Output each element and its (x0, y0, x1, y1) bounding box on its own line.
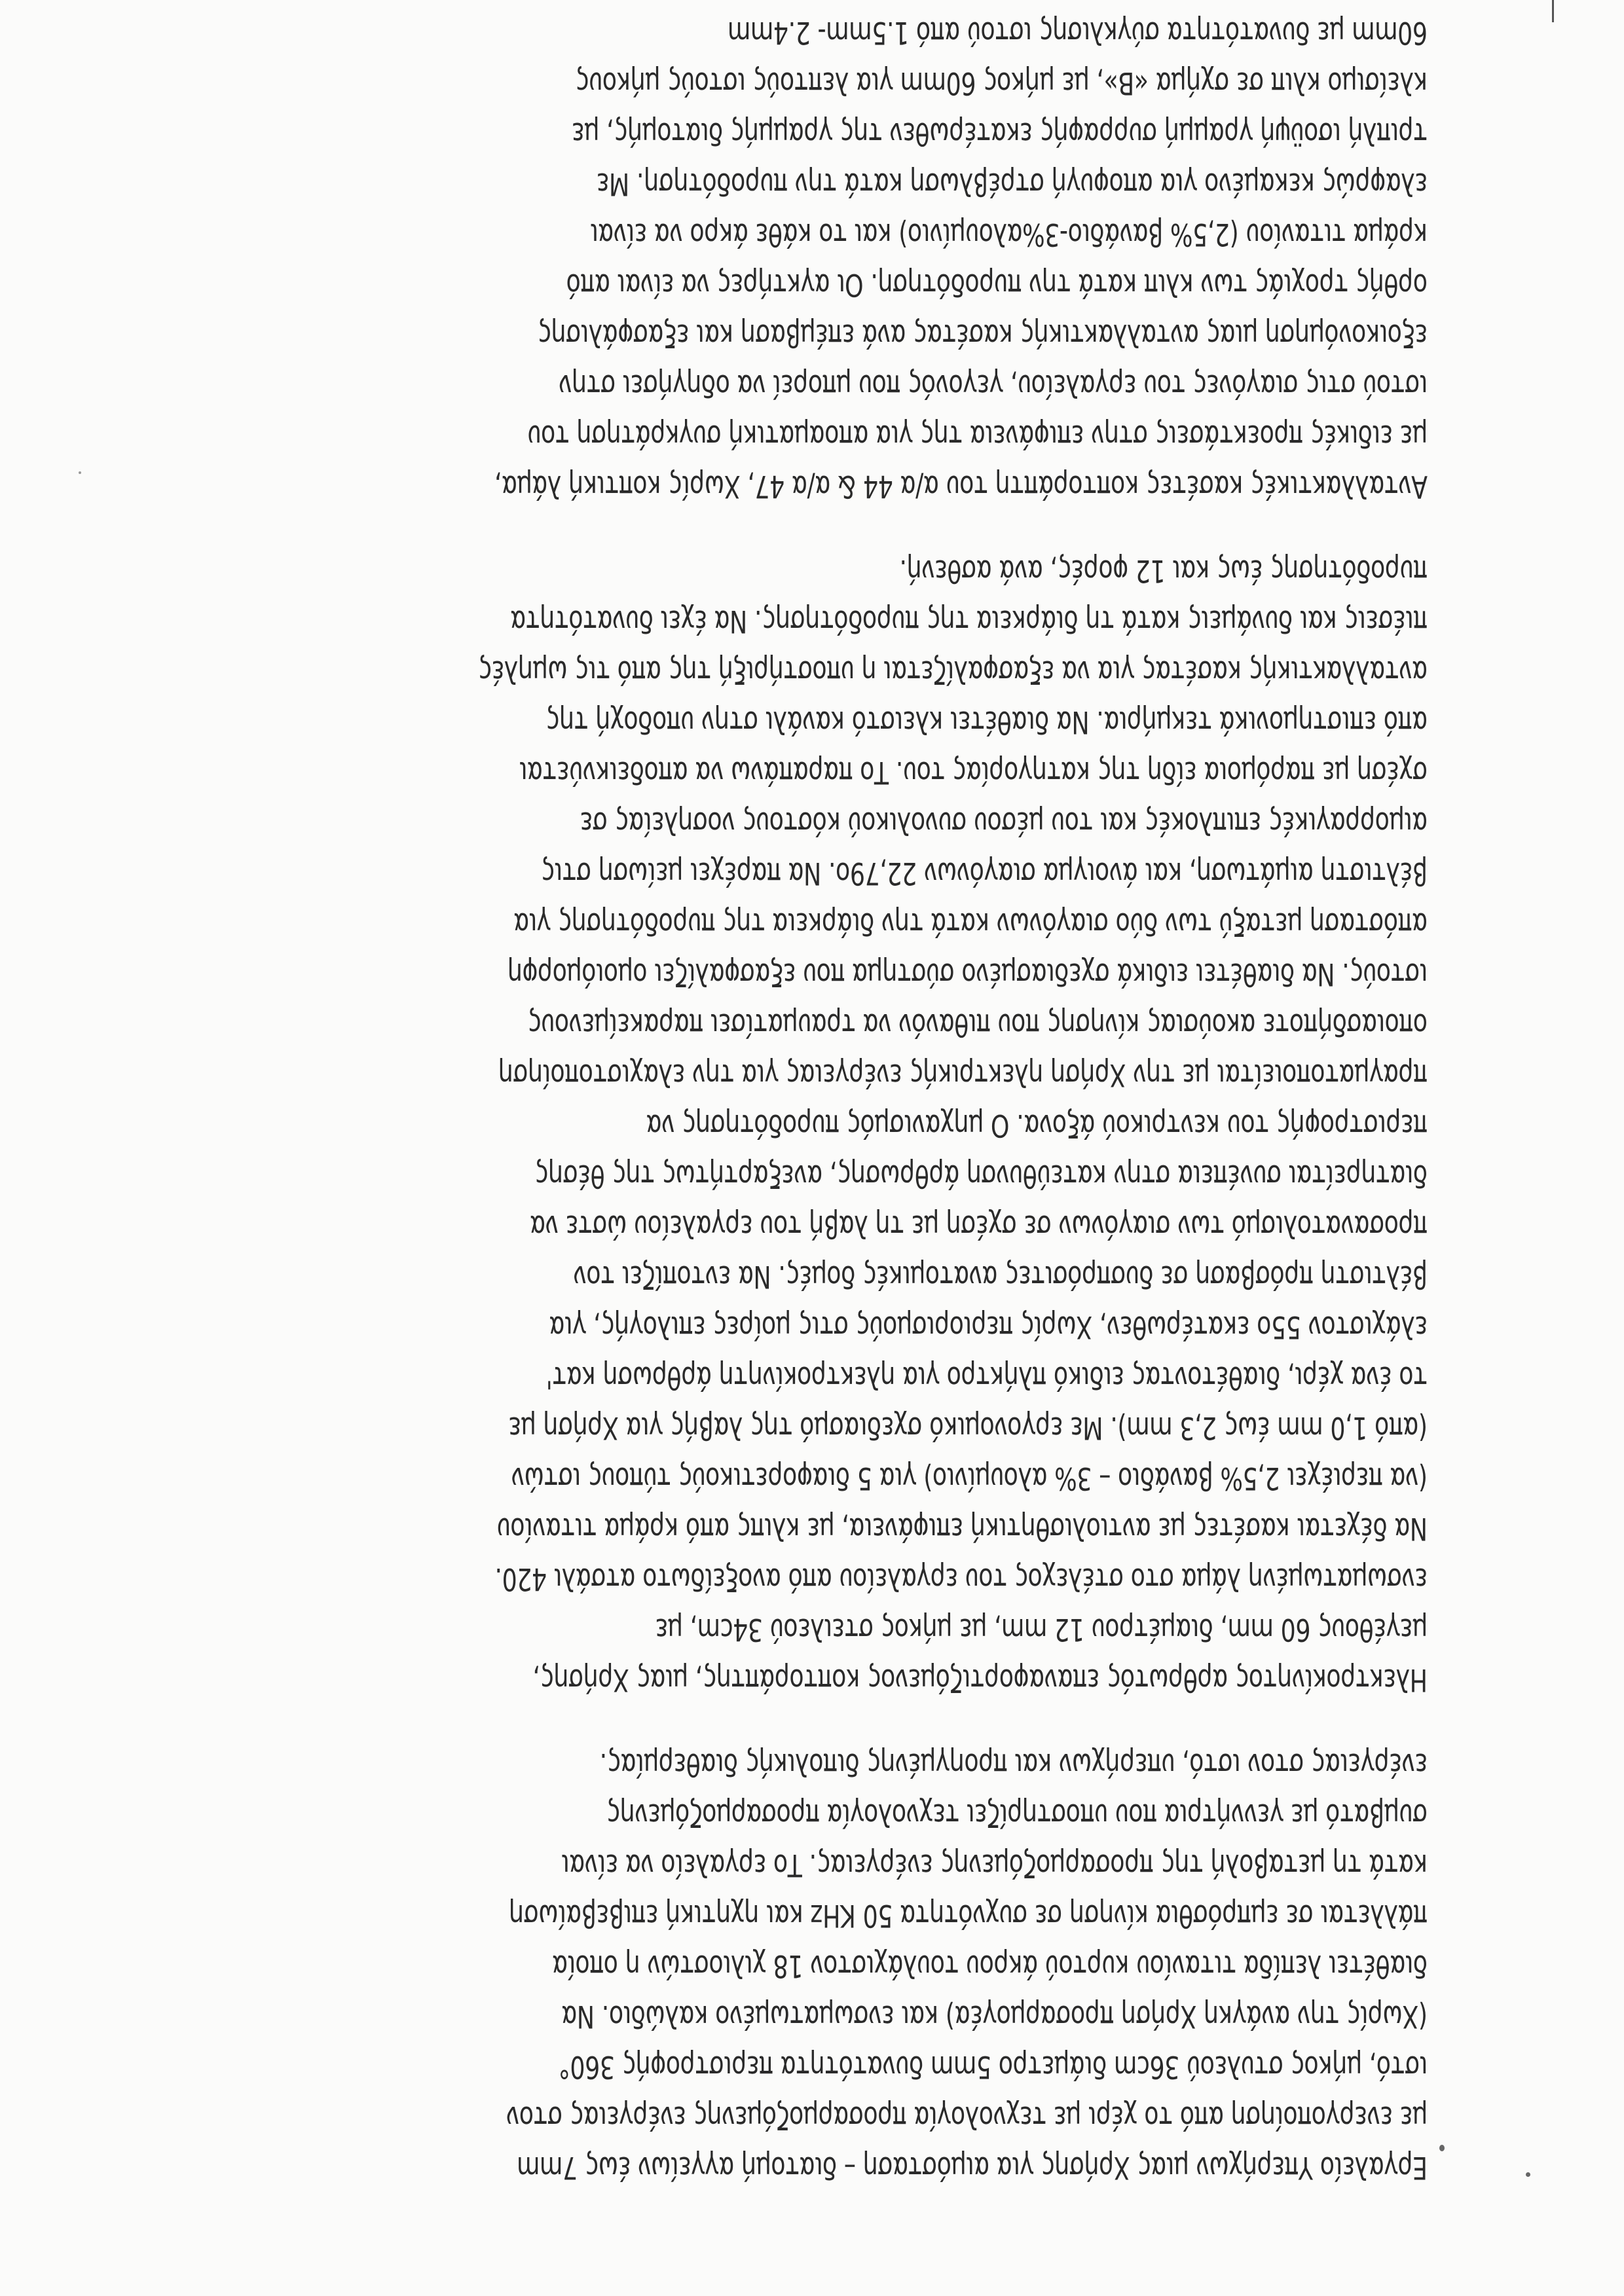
text-line: ανταλλακτικής κασέτας για να εξασφαλίζεται η υποστήριξή της από τις ωμηλές (478, 653, 1428, 689)
text-line: βέλτιστη πρόσβαση σε δυσπρόσιτες ανατομικές δομές. Να εντοπίζει τον (573, 1258, 1428, 1294)
text-line: προσανατολισμό των σιαγόνων σε σχέση με τη λαβή του εργαλείου ώστε να (530, 1208, 1428, 1244)
text-line: αιμορραγικές επιπλοκές και του μέσου συνολικού κόστους νοσηλείας σε (580, 805, 1428, 841)
scan-speck (1526, 2172, 1530, 2177)
text-line: σχέση με παρόμοια είδη της κατηγορίας του. Το παραπάνω να αποδεικνύεται (519, 754, 1428, 790)
text-line: απόσταση μεταξύ των δύο σιαγόνων κατά την διάρκεια της πυροδότησης για (513, 905, 1428, 941)
text-line: τριπλή ισοϋψή γραμμή συρραφής εκατέρωθεν της γραμμής διατομής, με (572, 115, 1428, 151)
text-line: ελαφρώς κεκαμένο για αποφυγή στρέβλωση κατά την πυροδότηση. Με (597, 166, 1428, 202)
text-line: ιστό, μήκος στυλεού 36cm διάμετρο 5mm δυνατότητα περιστροφής 360° (559, 2049, 1428, 2085)
text-line: συμβατό με γεννήτρια που υποστηρίζει τεχνολογία προσαρμοζόμενης (606, 1796, 1428, 1832)
text-line: διαθέτει λεπίδα τιτανίου κυρτού άκρου τουλάχιστον 18 χιλιοστών η οποία (552, 1948, 1428, 1984)
text-line: ορθής τροχιάς των κλιπ κατά την πυροδότηση. Οι αγκτήρες να είναι από (566, 266, 1428, 302)
text-line: με ειδικές προεκτάσεις στην επιφάνεια της για αποαματική συγκράτηση του (527, 418, 1428, 454)
text-line: διατηρείται συνέπεια στην κατεύθυνση άρθρωσης, ανεξαρτήτως της θέσης (534, 1157, 1428, 1194)
scan-speck (79, 471, 81, 474)
text-line: μεγέθους 60 mm, διαμέτρου 12 mm, με μήκος στειλεού 34cm, με (655, 1611, 1428, 1647)
text-line: ελάχιστον 55ο εκατέρωθεν, Χωρίς περιορισμούς στις μοίρες επιλογής, για (549, 1309, 1428, 1345)
paragraph-replacement-cartridges (216, 7, 1428, 511)
text-line: ενσωματωμένη λάμα στο στέλεχος του εργαλείου από ανοξείδωτο ατσάλι 420. (494, 1561, 1428, 1597)
text-line: Να δέχεται κασέτες με αντιολισθητική επιφάνεια, με κλιπς από κράμα τιτανίου (497, 1510, 1428, 1546)
text-line: ιστού στις σιαγόνες του εργαλείου, γεγονός που μπορεί να οδηγήσει στην (559, 367, 1428, 403)
text-line: Εργαλείο Υπερήχων μιας Χρήσης για αιμόσταση – διατομή αγγείων έως 7mm (517, 2149, 1428, 2185)
paragraph-ultrasonic-instrument (216, 1739, 1428, 2193)
text-line: πιέσεις και δυνάμεις κατά τη διάρκεια της πυροδότησης. Να έχει δυνατότητα (510, 603, 1428, 639)
text-line: εξοικονόμηση μιας ανταλλακτικής κασέτας ανά επέμβαση και εξασφάλισης (537, 317, 1428, 353)
text-line: κατά τη μεταβολή της προσαρμοζόμενης ενέργειας. Το εργαλείο να είναι (561, 1847, 1428, 1883)
text-line: 60mm με δυνατότητα σύγκλισης ιστού από 1.5mm- 2.4mm (728, 14, 1428, 50)
document-body (216, 0, 1428, 2193)
text-line: ιστούς. Να διαθέτει ειδικά σχεδιασμένο σύστημα που εξασφαλίζει ομοιόμορφη (507, 956, 1428, 992)
text-line: με ενεργοποίηση από το χέρι με τεχνολογία προσαρμοζόμενης ενέργειας στον (506, 2099, 1428, 2135)
text-line: βέλτιστη αιμάτωση, και άνοιγμα σιαγόνων 22,79ο. Να παρέχει μείωση στις (541, 855, 1428, 891)
text-line: (Χωρίς την ανάγκη Χρήση προσαρμογέα) και ενσωματωμένο καλώδιο. Να (561, 1998, 1428, 2034)
text-line: πάλλεται σε εμπρόσθια κίνηση σε συχνότητα 50 KHz και ηχητική επιβεβαίωση (509, 1897, 1428, 1933)
text-line: από επιστημονικά τεκμήρια. Να διαθέτει κλειστό κανάλι στην υποδοχή της (545, 704, 1428, 740)
text-line: το ένα χέρι, διαθέτοντας ειδικό πλήκτρο για ηλεκτροκίνητη άρθρωση κατ' (546, 1359, 1428, 1395)
text-line: πυροδότησης έως και 12 φορές, ανά ασθενή. (899, 553, 1428, 589)
text-line: ενέργειας στον ιστό, υπερήχων και προηγμένης διπολικής διαθερμίας. (599, 1746, 1428, 1782)
text-line: (από 1,0 mm έως 2,3 mm). Με εργονομικό σχεδιασμό της λαβής για Χρήση με (508, 1410, 1428, 1446)
text-line: περιστροφής του κεντρικού άξονα. Ο μηχανισμός πυροδότησης να (646, 1107, 1428, 1143)
scan-edge-mark (1552, 0, 1554, 22)
text-line: κλείσιμο κλιπ σε σχήμα «Β», με μήκος 60mm για λεπτούς ιστούς μήκους (575, 65, 1428, 101)
text-line: πραγματοποιείται με την Χρήση ηλεκτρικής ενέργειας για την ελαχιστοποίηση (498, 1057, 1428, 1093)
text-line: Ανταλλακτικές κασέτες κοπτοράπτη του α/α 44 & α/α 47, Χωρίς κοπτική λάμα, (494, 468, 1428, 504)
paragraph-powered-stapler (216, 545, 1428, 1705)
text-line: (να περιέχει 2,5% βανάδιο – 3% αλουμίνιο) για 5 διαφορετικούς τύπους ιστών (511, 1460, 1428, 1496)
text-line: Ηλεκτροκίνητος αρθρωτός επαναφορτιζόμενος κοπτοράπτης, μιας Χρήσης, (532, 1662, 1428, 1698)
text-line: κράμα τιτανίου (2,5% βανάδιο-3%αλουμίνιο) και το κάθε άκρο να είναι (590, 216, 1428, 252)
scan-speck (1439, 2145, 1445, 2151)
text-line: οποιασδήποτε ακούσιας κίνησης που πιθανόν να τραυματίσει παρακείμενους (527, 1006, 1428, 1042)
